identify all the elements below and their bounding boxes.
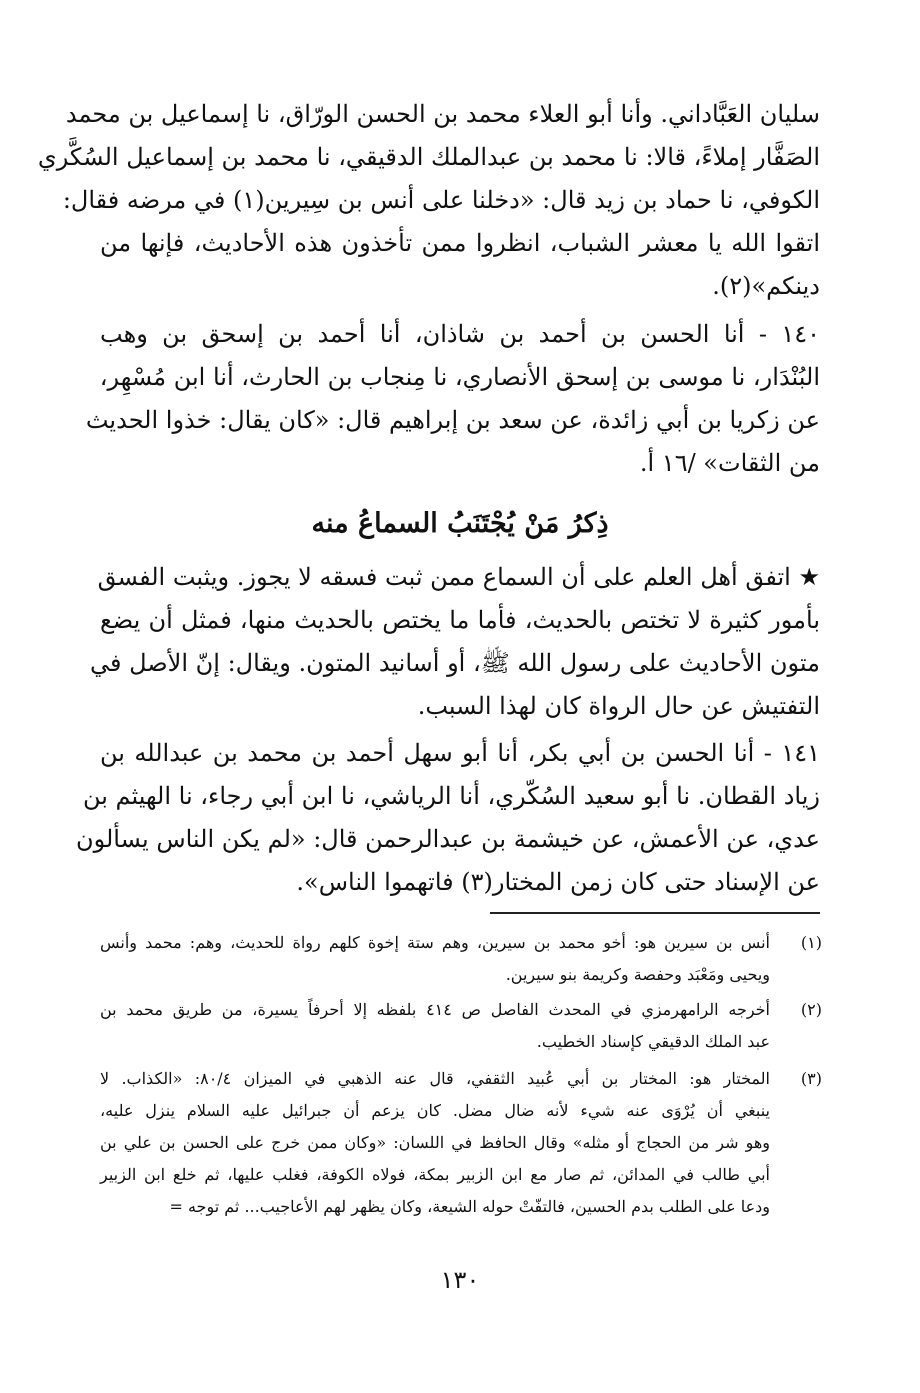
section-line: متون الأحاديث على رسول الله ﷺ، أو أسانيد المتون. ويقال: إنّ الأصل في (90, 649, 820, 677)
section-line: عن الإسناد حتى كان زمن المختار(٣) فاتهموا الناس». (296, 868, 820, 896)
section-line: ★ اتفق أهل العلم على أن السماع ممن ثبت فسقه لا يجوز. ويثبت الفسق (97, 563, 820, 591)
body-line: سليان العَبَّاداني. وأنا أبو العلاء محمد بن الحسن الورّاق، نا إسماعيل بن محمد (65, 100, 820, 128)
body-line: دينكم»(٢). (712, 272, 820, 300)
footnote-line: المختار هو: المختار بن أبي عُبيد الثقفي، قال عنه الذهبي في الميزان ٨٠/٤: «الكذاب. لا (100, 1069, 770, 1088)
footnote-number: (١) (800, 933, 822, 952)
body-line: البُنْدَار، نا موسى بن إسحق الأنصاري، نا مِنجاب بن الحارث، أنا ابن مُسْهِر، (99, 363, 820, 391)
footnote-line: أبي طالب في المدائن، ثم صار مع ابن الزبير بمكة، فولاه الكوفة، فغلب عليها، ثم خلع ابن الزبير (100, 1165, 770, 1184)
footnote-line: عبد الملك الدقيقي كإسناد الخطيب. (536, 1032, 770, 1051)
page-number: ١٣٠ (440, 1266, 480, 1294)
body-line: عن زكريا بن أبي زائدة، عن سعد بن إبراهيم قال: «كان يقال: خذوا الحديث (85, 406, 820, 434)
footnote-line: أخرجه الرامهرمزي في المحدث الفاصل ص ٤١٤ بلفظه إلا أحرفاً يسيرة، من طريق محمد بن (100, 1000, 770, 1019)
footnote-line: أنس بن سيرين هو: أخو محمد بن سيرين، وهم ستة إخوة كلهم رواة للحديث، وهم: محمد وأنس (100, 933, 770, 952)
footnote-number: (٢) (800, 1000, 822, 1019)
body-line: الصَفَّار إملاءً، قالا: نا محمد بن عبدالملك الدقيقي، نا محمد بن إسماعيل السُكَّري (37, 143, 820, 171)
footnote-separator (490, 912, 820, 914)
footnote-line: ودعا على الطلب بدم الحسين، فالتفّتْ حوله الشيعة، وكان يظهر لهم الأعاجيب... ثم توجه = (169, 1197, 770, 1216)
body-line: اتقوا الله يا معشر الشباب، انظروا ممن تأخذون هذه الأحاديث، فإنها من (100, 229, 820, 257)
body-line: ١٤٠ - أنا الحسن بن أحمد بن شاذان، أنا أحمد بن إسحق بن وهب (100, 320, 820, 348)
footnote-line: ينبغي أن يُرْوَى عنه شيء لأنه ضال مضل. كان يزعم أن جبرائيل عليه السلام ينزل عليه، (100, 1101, 770, 1120)
section-line: زياد القطان. نا أبو سعيد السُكّري، أنا الرياشي، نا ابن أبي رجاء، نا الهيثم بن (82, 782, 820, 810)
section-line: ١٤١ - أنا الحسن بن أبي بكر، أنا أبو سهل أحمد بن محمد بن عبدالله بن (100, 739, 820, 767)
body-line: من الثقات» /١٦ أ. (639, 449, 820, 477)
section-line: التفتيش عن حال الرواة كان لهذا السبب. (417, 692, 820, 720)
footnote-line: ويحيى ومَعْبَد وحفصة وكريمة بنو سيرين. (505, 965, 770, 984)
body-line: الكوفي، نا حماد بن زيد قال: «دخلنا على أنس بن سِيرين(١) في مرضه فقال: (62, 186, 820, 214)
section-line: عدي، عن الأعمش، عن خيشمة بن عبدالرحمن قال: «لم يكن الناس يسألون (75, 825, 820, 853)
section-heading: ذِكرُ مَنْ يُجْتَنَبُ السماعُ منه (311, 508, 609, 539)
footnote-number: (٣) (800, 1069, 822, 1088)
section-line: بأمور كثيرة لا تختص بالحديث، فأما ما يختص بالحديث منها، فمثل أن يضع (100, 606, 820, 634)
footnote-line: وهو شر من الحجاج أو مثله» وقال الحافظ في اللسان: «وكان ممن خرج على الحسن بن علي بن (100, 1133, 770, 1152)
